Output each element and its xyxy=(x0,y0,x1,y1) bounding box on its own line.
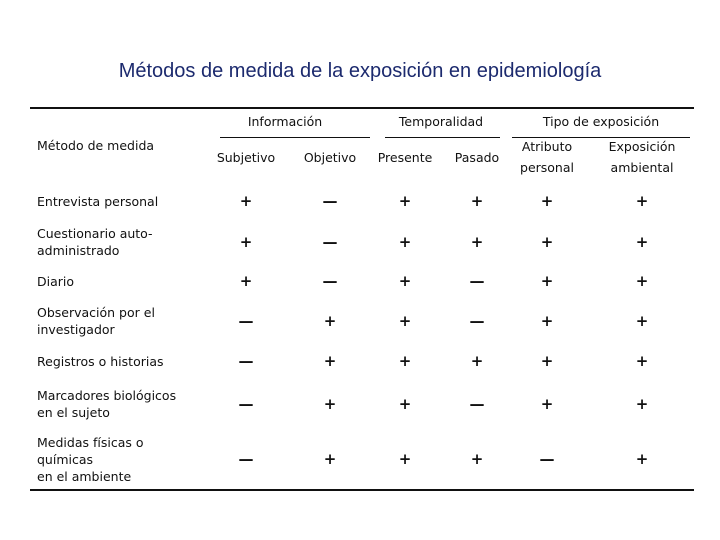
stub-header: Método de medida xyxy=(37,138,155,153)
row-label: Observación por el xyxy=(37,305,155,320)
minus-sign: — xyxy=(539,450,555,468)
plus-sign: + xyxy=(398,450,412,468)
column-header: ambiental xyxy=(610,160,674,175)
plus-sign: + xyxy=(470,233,484,251)
minus-sign: — xyxy=(322,233,338,251)
plus-sign: + xyxy=(239,192,253,210)
plus-sign: + xyxy=(398,352,412,370)
minus-sign: — xyxy=(238,395,254,413)
column-header: Atributo xyxy=(521,139,573,154)
minus-sign: — xyxy=(238,450,254,468)
group-header: Temporalidad xyxy=(398,114,484,129)
plus-sign: + xyxy=(239,272,253,290)
plus-sign: + xyxy=(398,192,412,210)
row-label: Diario xyxy=(37,273,75,289)
column-header: Pasado xyxy=(454,150,500,165)
plus-sign: + xyxy=(635,272,649,290)
group-header: Tipo de exposición xyxy=(542,114,660,129)
plus-sign: + xyxy=(540,395,554,413)
plus-sign: + xyxy=(635,192,649,210)
row-label: en el sujeto xyxy=(37,405,110,420)
plus-sign: + xyxy=(323,312,337,330)
row-label: Medidas físicas o xyxy=(37,434,144,450)
plus-sign: + xyxy=(540,192,554,210)
plus-sign: + xyxy=(323,352,337,370)
group-rule xyxy=(385,137,500,138)
plus-sign: + xyxy=(635,352,649,370)
plus-sign: + xyxy=(398,312,412,330)
plus-sign: + xyxy=(540,272,554,290)
minus-sign: — xyxy=(238,352,254,370)
page-title: Métodos de medida de la exposición en epidemiología xyxy=(118,60,602,82)
minus-sign: — xyxy=(322,272,338,290)
plus-sign: + xyxy=(398,272,412,290)
plus-sign: + xyxy=(540,312,554,330)
row-label: químicas xyxy=(37,451,94,467)
column-header: Exposición xyxy=(608,139,676,154)
minus-sign: — xyxy=(469,395,485,413)
column-header: Subjetivo xyxy=(216,150,276,165)
plus-sign: + xyxy=(323,395,337,413)
plus-sign: + xyxy=(323,450,337,468)
plus-sign: + xyxy=(635,395,649,413)
plus-sign: + xyxy=(470,450,484,468)
row-label: administrado xyxy=(37,243,120,258)
row-label: investigador xyxy=(37,322,115,337)
row-label: Entrevista personal xyxy=(37,193,159,209)
plus-sign: + xyxy=(540,233,554,251)
column-header: Presente xyxy=(377,150,433,165)
group-header: Información xyxy=(247,114,323,129)
row-label: Registros o historias xyxy=(37,353,164,369)
column-header: personal xyxy=(520,160,574,175)
plus-sign: + xyxy=(635,450,649,468)
minus-sign: — xyxy=(469,312,485,330)
group-rule xyxy=(220,137,370,138)
minus-sign: — xyxy=(238,312,254,330)
plus-sign: + xyxy=(398,395,412,413)
minus-sign: — xyxy=(322,192,338,210)
plus-sign: + xyxy=(635,312,649,330)
table-top-rule xyxy=(30,107,694,109)
minus-sign: — xyxy=(469,272,485,290)
table-bottom-rule xyxy=(30,489,694,491)
row-label: en el ambiente xyxy=(37,468,132,484)
plus-sign: + xyxy=(398,233,412,251)
column-header: Objetivo xyxy=(303,150,357,165)
row-label: Cuestionario auto- xyxy=(37,226,153,241)
plus-sign: + xyxy=(239,233,253,251)
plus-sign: + xyxy=(470,192,484,210)
plus-sign: + xyxy=(540,352,554,370)
row-label: Marcadores biológicos xyxy=(37,388,177,403)
plus-sign: + xyxy=(635,233,649,251)
plus-sign: + xyxy=(470,352,484,370)
